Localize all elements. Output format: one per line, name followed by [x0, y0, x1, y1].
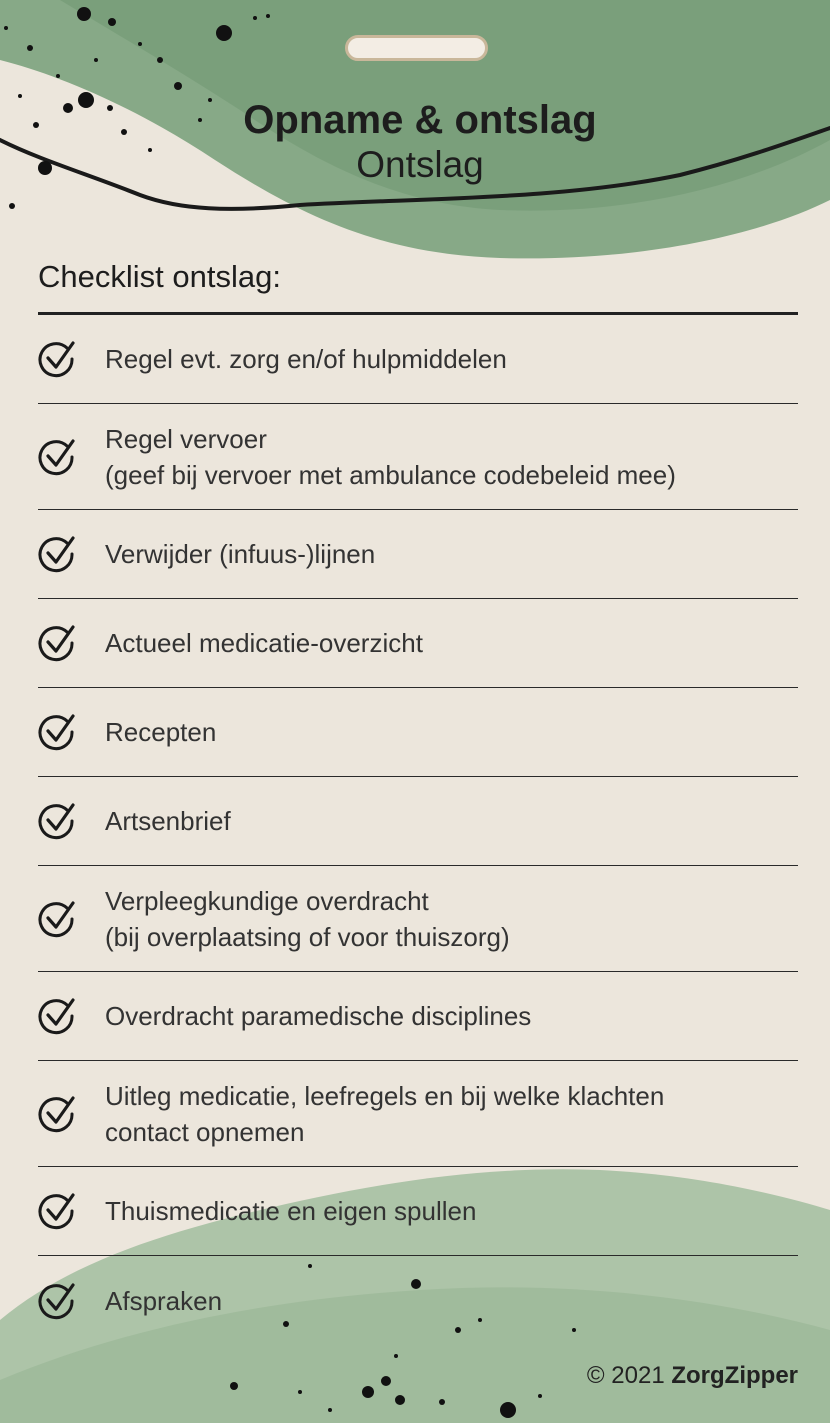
page-subtitle: Ontslag — [356, 144, 484, 185]
checklist-item — [38, 315, 798, 404]
checkmark-circle-icon — [37, 899, 77, 939]
checklist-item-label: Uitleg medicatie, leefregels en bij welke klachten contact opnemen — [105, 1080, 665, 1147]
checklist-item — [38, 688, 798, 777]
checklist-heading: Checklist ontslag: — [38, 259, 281, 294]
checklist-item-label: Actueel medicatie-overzicht — [105, 628, 423, 658]
checklist-item — [38, 866, 798, 972]
checklist-item-label: Verpleegkundige overdracht (bij overplaatsing of voor thuiszorg) — [105, 885, 510, 952]
checklist-item — [38, 777, 798, 866]
checklist-item — [38, 599, 798, 688]
page-title: Opname & ontslag — [243, 98, 597, 142]
checklist — [38, 315, 798, 1345]
checkmark-circle-icon — [37, 437, 77, 477]
checkmark-circle-icon — [37, 1281, 77, 1321]
copyright-text: © 2021 — [586, 1362, 665, 1389]
checklist-item-label: Artsenbrief — [105, 806, 231, 836]
checklist-item-label: Verwijder (infuus-)lijnen — [105, 539, 376, 569]
checklist-item-label: Afspraken — [105, 1285, 223, 1316]
checkmark-circle-icon — [37, 534, 77, 574]
brand-name: ZorgZipper — [671, 1362, 798, 1389]
checklist-item — [38, 1167, 798, 1256]
checklist-item-label: Regel evt. zorg en/of hulpmiddelen — [105, 344, 507, 374]
footer — [587, 1362, 798, 1390]
checklist-item — [38, 1256, 798, 1345]
checklist-item-label: Overdracht paramedische disciplines — [105, 1001, 532, 1031]
checkmark-circle-icon — [37, 996, 77, 1036]
checkmark-circle-icon — [37, 801, 77, 841]
lanyard-slot — [345, 35, 488, 61]
checklist-item — [38, 404, 798, 510]
checklist-item-label: Regel vervoer (geef bij vervoer met ambulance codebeleid mee) — [105, 423, 676, 490]
checklist-item — [38, 510, 798, 599]
checklist-item — [38, 1061, 798, 1167]
checkmark-circle-icon — [37, 623, 77, 663]
checklist-item — [38, 972, 798, 1061]
checkmark-circle-icon — [37, 339, 77, 379]
checkmark-circle-icon — [37, 1191, 77, 1231]
checkmark-circle-icon — [37, 712, 77, 752]
card-header — [0, 96, 830, 186]
checkmark-circle-icon — [37, 1094, 77, 1134]
checklist-item-label: Recepten — [105, 717, 217, 747]
checklist-item-label: Thuismedicatie en eigen spullen — [105, 1196, 477, 1226]
